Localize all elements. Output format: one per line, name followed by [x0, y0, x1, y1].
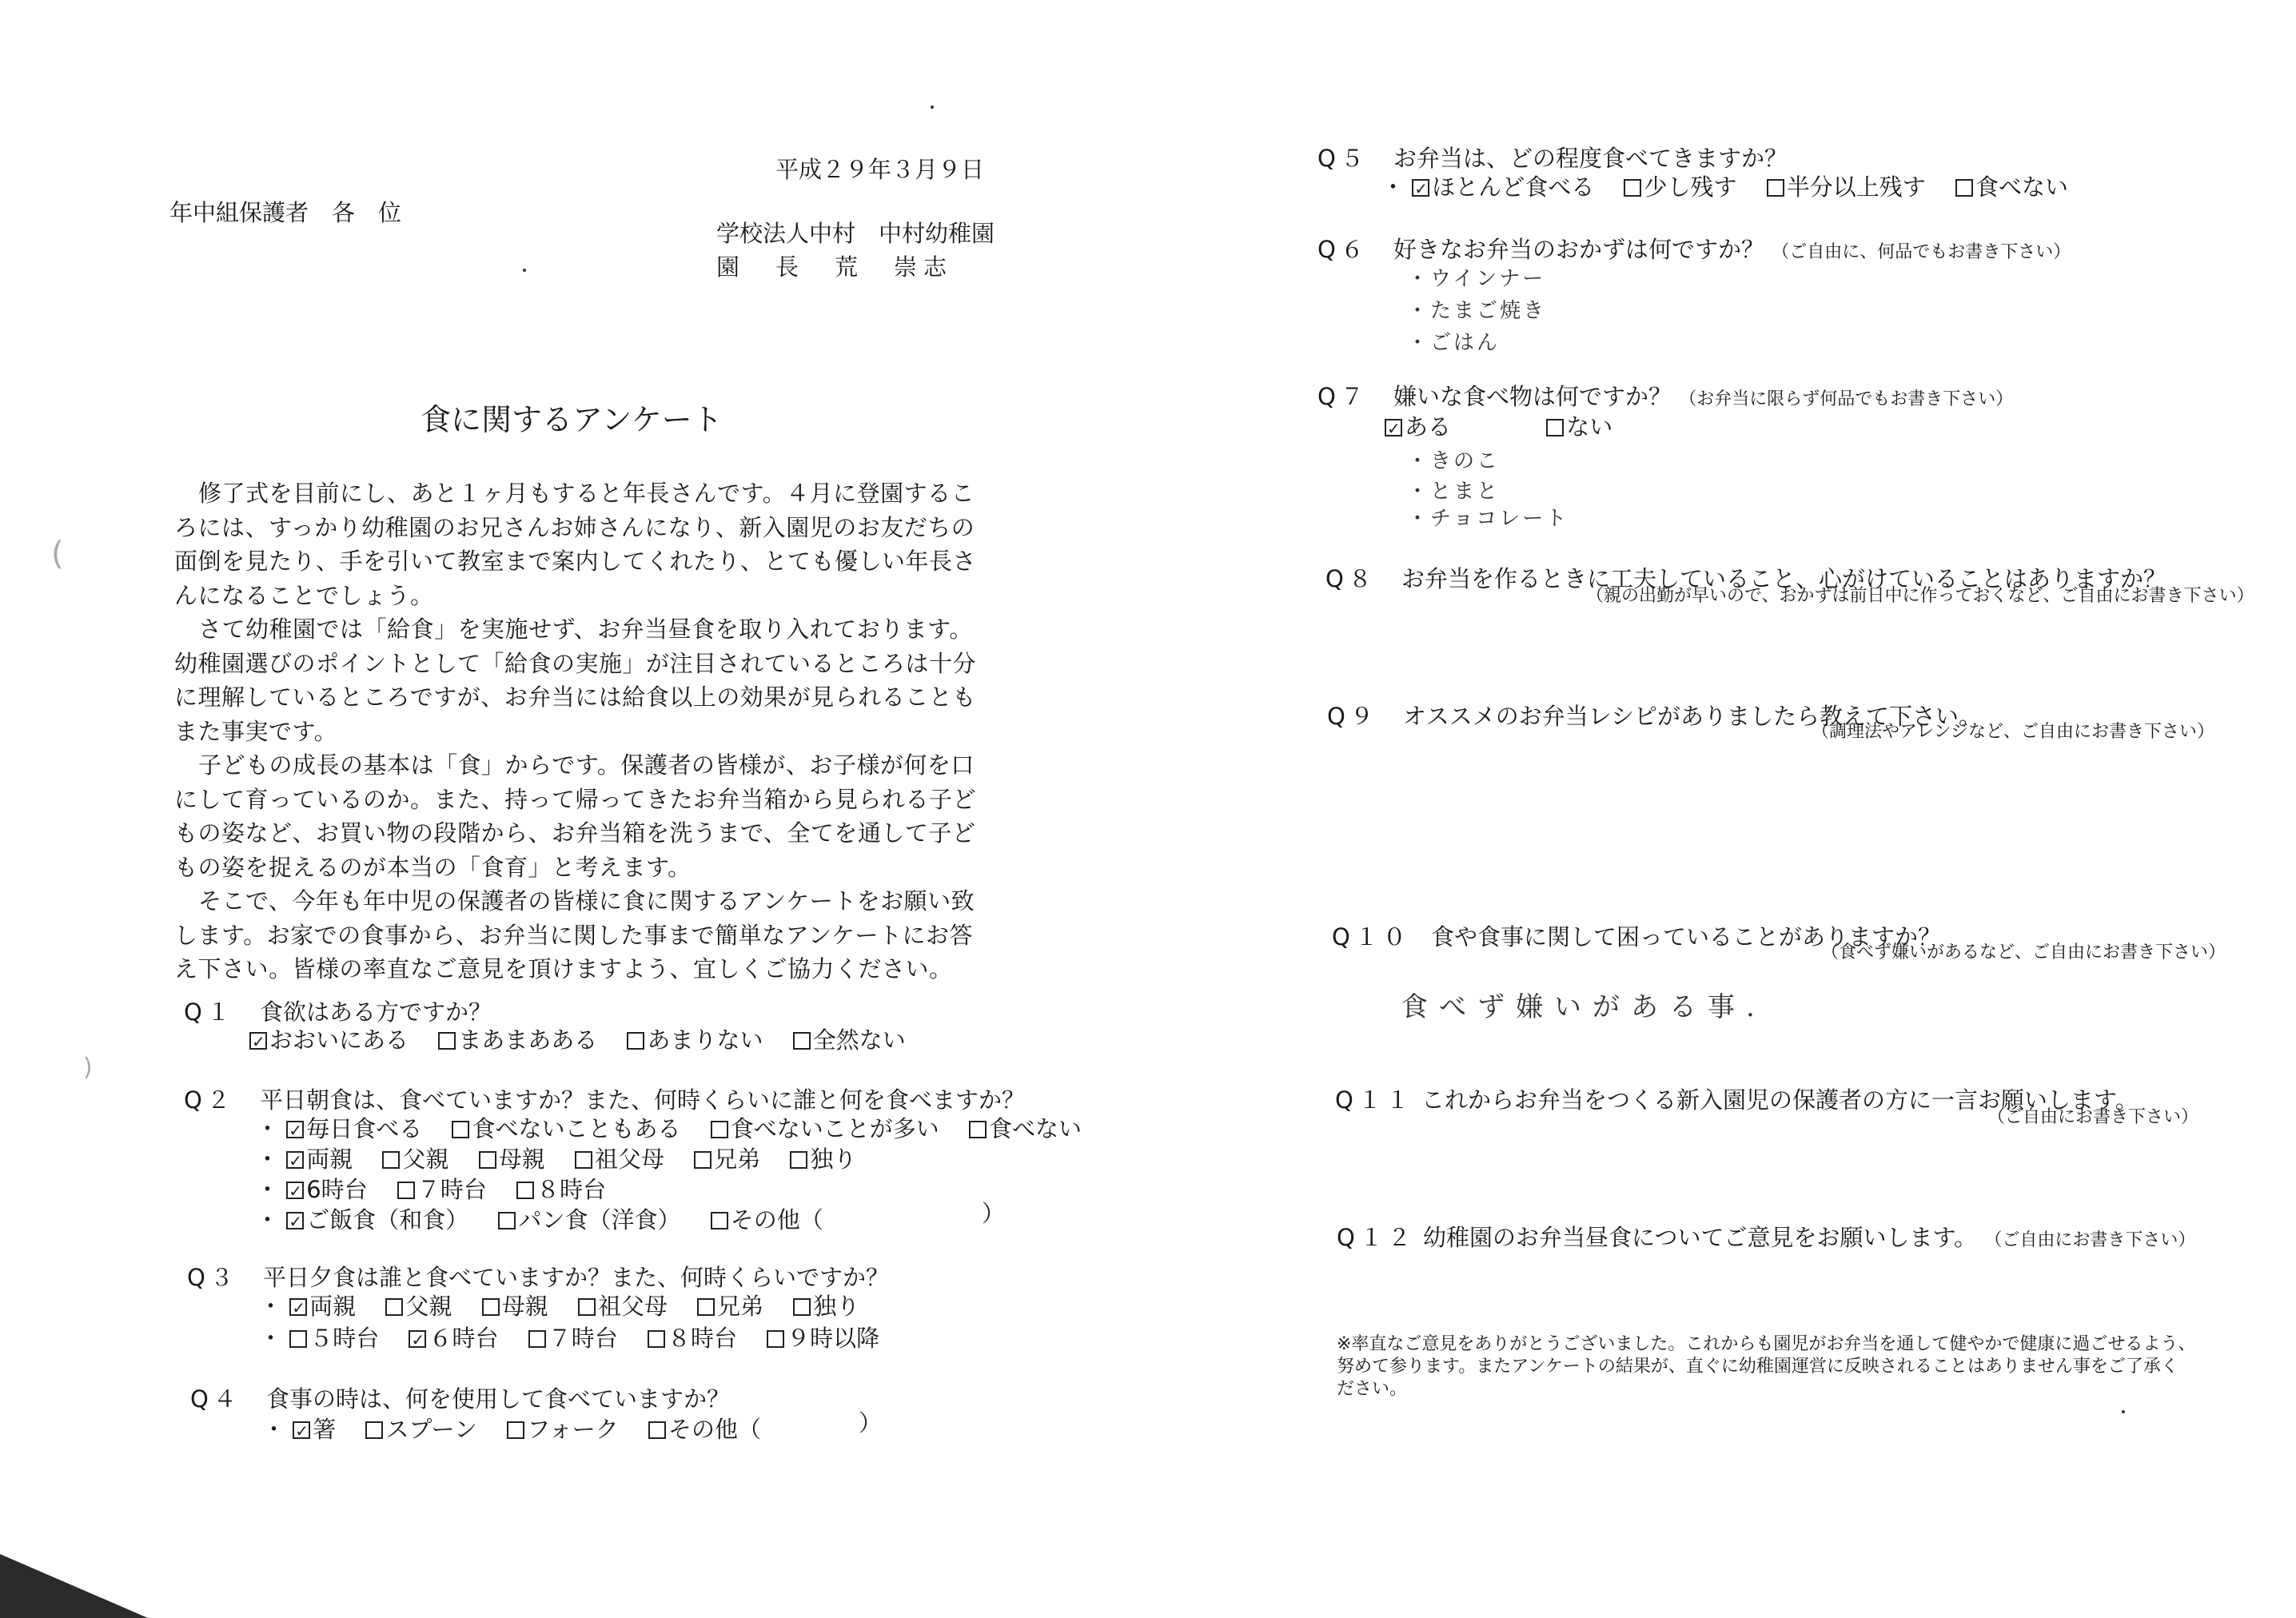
question-number: Q４ — [190, 1385, 241, 1413]
q4-options: ・ ✓ 箸 スプーン フォーク その他（ — [262, 1415, 783, 1444]
checkbox-checked[interactable] — [286, 1121, 304, 1138]
q7-option[interactable]: ✓ある — [1385, 413, 1451, 440]
checkbox[interactable] — [648, 1330, 665, 1348]
question-number: Q１１ — [1335, 1086, 1414, 1114]
question-number: Q７ — [1317, 383, 1369, 410]
q5-question — [1317, 144, 1788, 173]
q3-option[interactable]: ✓ ６時台 — [409, 1325, 498, 1352]
q2-row-2: ・ ✓ 両親 父親 母親 祖父母 兄弟 独り — [256, 1145, 879, 1174]
q3-row-2: ・ ５時台 ✓ ６時台 ７時台 ８時台 ９時以降 — [259, 1324, 902, 1353]
checkbox[interactable] — [1767, 179, 1784, 197]
q5-option[interactable]: 半分以上残す — [1767, 173, 1926, 201]
checkbox[interactable] — [575, 1151, 592, 1169]
question-text: 食欲はある方ですか？ — [260, 998, 492, 1026]
checkbox[interactable] — [479, 1151, 496, 1169]
q1-option-1[interactable]: ✓おおいにある — [249, 1026, 409, 1054]
q6-answer: ・ウインナー — [1407, 267, 1546, 291]
intro-paragraph: そこで、今年も年中児の保護者の皆様に食に関するアンケートをお願い致します。お家での食事から、お弁当に関した事まで簡単なアンケートにお答え下さい。皆様の率直なご意見を頂けますよう、宜しくご協力ください。 — [174, 887, 975, 982]
scan-speck — [2122, 1410, 2125, 1413]
q3-question — [187, 1263, 889, 1292]
q2-option[interactable]: パン食（洋食） — [498, 1206, 680, 1233]
checkbox[interactable] — [627, 1032, 644, 1050]
question-number: Q５ — [1317, 145, 1369, 172]
question-text: 食や食事に関して困っていることがありますか？ — [1431, 923, 1942, 950]
checkbox-checked[interactable] — [286, 1212, 304, 1229]
q12-question — [1337, 1223, 2195, 1255]
q1-options — [249, 1026, 928, 1054]
document-date: 平成２９年３月９日 — [775, 156, 985, 183]
checkbox[interactable] — [1546, 419, 1564, 436]
question-number: Q３ — [187, 1264, 238, 1291]
intro-paragraph: さて幼稚園では「給食」を実施せず、お弁当昼食を取り入れております。幼稚園選びのポイントとして「給食の実施」が注目されているところは十分に理解しているところですが、お弁当には給食以上の効果が見られることもまた事実です。 — [174, 616, 977, 745]
q2-option[interactable]: 兄弟 — [694, 1146, 760, 1173]
q2-option[interactable]: ✓ 毎日食べる — [286, 1115, 422, 1142]
checkbox[interactable] — [790, 1151, 807, 1169]
checkbox[interactable] — [498, 1212, 516, 1229]
question-note: （ご自由にお書き下さい） — [1984, 1230, 2196, 1250]
footer-line: ださい。 — [1337, 1379, 1408, 1399]
scan-artifact: ( — [51, 536, 64, 572]
q2-option[interactable]: 食べないことが多い — [711, 1115, 939, 1142]
intro-text — [174, 476, 990, 986]
checkbox[interactable] — [528, 1330, 546, 1348]
q1-option-3[interactable]: あまりない — [627, 1026, 763, 1054]
q7-option[interactable]: ない — [1546, 413, 1612, 440]
checkbox-checked[interactable] — [286, 1182, 304, 1199]
q8-note: （親の出勤が早いので、おかずは前日中に作っておくなど、ご自由にお書き下さい） — [1586, 586, 2254, 606]
checkbox[interactable] — [578, 1298, 596, 1316]
checkbox[interactable] — [793, 1032, 811, 1050]
checkbox[interactable] — [516, 1182, 534, 1199]
question-number: Q８ — [1325, 565, 1377, 592]
checkbox[interactable] — [793, 1298, 811, 1316]
footer-line: 努めて参ります。またアンケートの結果が、直ぐに幼稚園運営に反映されることはありません事をご了承く — [1337, 1357, 2178, 1377]
q6-answer: ・たまご焼き — [1407, 299, 1547, 323]
addressee: 年中組保護者 各 位 — [169, 199, 402, 226]
checkbox-checked[interactable] — [286, 1151, 304, 1169]
q2-row-1: ・ ✓ 毎日食べる 食べないこともある 食べないことが多い 食べない — [256, 1114, 1104, 1143]
q4-question — [190, 1385, 730, 1413]
q3-option[interactable]: ５時台 — [289, 1325, 379, 1352]
checkbox[interactable] — [767, 1330, 784, 1348]
q3-option[interactable]: 兄弟 — [697, 1293, 763, 1320]
question-text: お弁当は、どの程度食べてきますか？ — [1393, 145, 1788, 172]
q11-note: （ご自由にお書き下さい） — [1987, 1107, 2199, 1127]
checkbox[interactable] — [397, 1182, 415, 1199]
intro-paragraph: 修了式を目前にし、あと１ヶ月もすると年長さんです。４月に登園するころには、すっかり幼稚園のお兄さんお姉さんになり、新入園児のお友だちの面倒を見たり、手を引いて教室まで案内してくれたり、とても優しい年長さんになることでしょう。 — [174, 480, 977, 609]
q2-option[interactable]: 独り — [790, 1146, 856, 1173]
question-note: （お弁当に限らず何品でもお書き下さい） — [1679, 389, 2014, 409]
q1-option-4[interactable]: 全然ない — [793, 1026, 906, 1054]
question-text: これからお弁当をつくる新入園児の保護者の方に一言お願いします。 — [1421, 1086, 2139, 1114]
q2-option[interactable]: ８時台 — [516, 1176, 606, 1203]
checkbox[interactable] — [438, 1032, 456, 1050]
checkbox-checked[interactable] — [289, 1298, 307, 1316]
page-title: 食に関するアンケート — [421, 402, 723, 437]
question-text: オススメのお弁当レシピがありましたら教えて下さい。 — [1403, 703, 1983, 730]
question-text: 平日夕食は誰と食べていますか？また、何時くらいですか？ — [263, 1264, 890, 1291]
q2-option[interactable]: 食べないこともある — [452, 1115, 680, 1142]
q7-options — [1385, 412, 1635, 441]
q3-option[interactable]: 祖父母 — [578, 1293, 668, 1320]
q2-option[interactable]: 父親 — [382, 1146, 448, 1173]
question-number: Q１２ — [1337, 1224, 1416, 1251]
q3-option[interactable]: 母親 — [482, 1293, 548, 1320]
question-number: Q２ — [184, 1086, 235, 1114]
checkbox[interactable] — [452, 1121, 469, 1138]
q6-answer: ・ごはん — [1407, 331, 1501, 355]
scan-shadow — [0, 1554, 148, 1618]
principal-name: 園 長 荒 崇志 — [716, 253, 954, 281]
question-text: 好きなお弁当のおかずは何ですか？ — [1393, 236, 1765, 263]
question-note: （ご自由に、何品でもお書き下さい） — [1772, 242, 2071, 262]
checkbox[interactable] — [697, 1298, 715, 1316]
q7-answer: ・とまと — [1407, 480, 1501, 504]
q4-option[interactable]: スプーン — [365, 1416, 477, 1443]
scan-speck — [931, 106, 934, 109]
q5-options: ・ ✓ ほとんど食べる 少し残す 半分以上残す 食べない — [1381, 173, 2091, 201]
q5-option[interactable]: 少し残す — [1624, 173, 1736, 201]
q2-option[interactable]: ✓ ご飯食（和食） — [286, 1206, 468, 1233]
q3-option[interactable]: ７時台 — [528, 1325, 618, 1352]
q2-option[interactable]: 母親 — [479, 1146, 545, 1173]
q1-question — [184, 998, 492, 1026]
q2-row-4: ・ ✓ ご飯食（和食） パン食（洋食） その他（ — [256, 1206, 846, 1234]
footer-note — [1337, 1333, 2195, 1401]
checkbox[interactable] — [648, 1421, 666, 1439]
checkbox-checked[interactable] — [293, 1421, 310, 1439]
question-text: お弁当を作るときに工夫していること、心がけていることはありますか？ — [1401, 565, 2167, 592]
checkbox-checked[interactable] — [409, 1330, 426, 1348]
checkbox[interactable] — [1955, 179, 1973, 197]
q2-close-paren: ） — [982, 1200, 1006, 1227]
checkbox[interactable] — [365, 1421, 383, 1439]
q2-question — [184, 1086, 1025, 1114]
q4-close-paren: ） — [859, 1409, 883, 1437]
q7-question — [1317, 382, 2013, 414]
question-text: 平日朝食は、食べていますか？また、何時くらいに誰と何を食べますか？ — [260, 1086, 1026, 1114]
question-number: Q９ — [1327, 703, 1378, 730]
checkbox[interactable] — [711, 1121, 728, 1138]
q9-note: （調理法やアレンジなど、ご自由にお書き下さい） — [1812, 722, 2215, 742]
q2-option[interactable]: ✓ 両親 — [286, 1146, 353, 1173]
checkbox[interactable] — [385, 1298, 403, 1316]
question-number: Q１０ — [1332, 923, 1411, 950]
q2-row-3: ・ ✓ 6時台 ７時台 ８時台 — [256, 1175, 628, 1204]
q4-option[interactable]: その他（ — [648, 1416, 761, 1443]
q2-option[interactable]: その他（ — [711, 1206, 823, 1233]
q1-option-2[interactable]: まあまあある — [438, 1026, 597, 1054]
scan-artifact: ) — [83, 1054, 93, 1082]
question-text: 嫌いな食べ物は何ですか？ — [1393, 383, 1672, 410]
q2-option[interactable]: ７時台 — [397, 1176, 487, 1203]
checkbox[interactable] — [507, 1421, 524, 1439]
q2-option[interactable]: 食べない — [969, 1115, 1082, 1142]
question-number: Q１ — [184, 998, 235, 1026]
checkbox-checked[interactable] — [1385, 419, 1402, 436]
checkbox[interactable] — [969, 1121, 987, 1138]
footer-line: ※率直なご意見をありがとうございました。これからも園児がお弁当を通して健やかで健康に過ごせるよう、 — [1337, 1334, 2196, 1354]
q3-option[interactable]: 独り — [793, 1293, 859, 1320]
checkbox-checked[interactable] — [1412, 179, 1429, 197]
checkbox[interactable] — [382, 1151, 400, 1169]
q5-option[interactable]: 食べない — [1955, 173, 2068, 201]
q3-row-1: ・ ✓ 両親 父親 母親 祖父母 兄弟 独り — [259, 1292, 882, 1321]
checkbox-checked[interactable] — [249, 1032, 267, 1050]
q5-option[interactable]: ✓ ほとんど食べる — [1412, 173, 1594, 201]
question-text: 食事の時は、何を使用して食べていますか？ — [266, 1385, 731, 1413]
q3-option[interactable]: ８時台 — [648, 1325, 737, 1352]
intro-paragraph: 子どもの成長の基本は「食」からです。保護者の皆様が、お子様が何を口にして育っているのか。また、持って帰ってきたお弁当箱から見られる子どもの姿など、お買い物の段階から、お弁当箱を洗うまで、全てを通して子どもの姿を捉えるのが本当の「食育」と考えます。 — [174, 751, 977, 881]
checkbox[interactable] — [482, 1298, 500, 1316]
q7-answer: ・チョコレート — [1407, 507, 1569, 531]
checkbox[interactable] — [1624, 179, 1641, 197]
checkbox[interactable] — [711, 1212, 728, 1229]
q2-option[interactable]: ✓ 6時台 — [286, 1176, 367, 1203]
organization-name: 学校法人中村 中村幼稚園 — [716, 220, 995, 247]
scan-speck — [523, 269, 526, 272]
question-text: 幼稚園のお弁当昼食についてご意見をお願いします。 — [1423, 1224, 1978, 1251]
q2-option[interactable]: 祖父母 — [575, 1146, 664, 1173]
q3-option[interactable]: 父親 — [385, 1293, 452, 1320]
q3-option[interactable]: ９時以降 — [767, 1325, 879, 1352]
q3-option[interactable]: ✓ 両親 — [289, 1293, 356, 1320]
q7-answer: ・きのこ — [1407, 449, 1501, 473]
q10-note: （食べず嫌いがあるなど、ご自由にお書き下さい） — [1821, 943, 2226, 962]
q4-option[interactable]: ✓ 箸 — [293, 1416, 336, 1443]
q4-option[interactable]: フォーク — [507, 1416, 619, 1443]
checkbox[interactable] — [289, 1330, 307, 1348]
q10-answer: 食べず嫌いがある事. — [1401, 991, 1766, 1023]
checkbox[interactable] — [694, 1151, 712, 1169]
question-number: Q６ — [1317, 236, 1369, 263]
